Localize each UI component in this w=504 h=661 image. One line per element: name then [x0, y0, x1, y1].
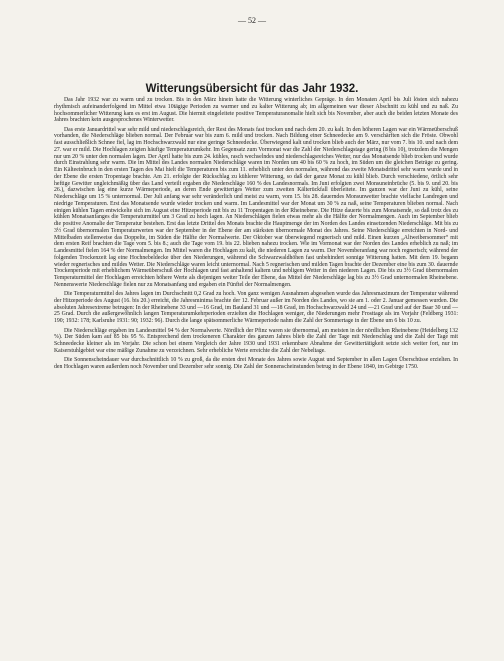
paragraph-intro: Das Jahr 1932 war zu warm und zu trocken. Bis in den März hinein hatte die Witterung winterliches Gepräge. In den Monaten April bis Juli lösten sich nahezu rhythmisch aufeinanderfolgend im Mittel etwa 10tägige Perioden zu warmer und zu kalter Witterung ab; im allgemeinen war dieser Abschnitt zu kühl und zu naß. Zu hochsommerlicher Witterung kam es erst im August. Die hiermit eingeleitete positive Temperaturanomalie hielt sich bis November, aber auch die beiden letzten Monate des Jahres brachten kein ausgesprochenes Winterwetter.: [54, 97, 458, 124]
page-title: Witterungsübersicht für das Jahr 1932.: [145, 83, 359, 95]
paragraph-temperature: Die Temperaturmittel des Jahres lagen im Durchschnitt 0,2 Grad zu hoch. Von ganz wenigen Ausnahmen abgesehen wurde das Jahresmaximum der Temperatur während der Hitzeperiode des August (16. bis 20.) erreicht, die Jahresminima brachte der 12. Februar außer im Norden des Landes, wo sie am 1. oder 2. Januar gemessen wurden. Die absoluten Jahresextreme betrugen: In der Rheinebene 33 und —16 Grad, im Bauland 31 und —18 Grad, im Hochschwarzwald 24 und —21 Grad und auf der Baar 30 und —25 Grad. Durch die außergewöhnlich langen Temperaturumkehrperioden erzielten die Hochlagen weniger, die Niederungen mehr Frosttage als im Vorjahr (Feldberg 1931: 190; 1932: 178; Karlsruhe 1931: 90; 1932: 96). Durch die lange spätsommerliche Wärmeperiode nahm die Zahl der Sommertage in der Ebene um 6 bis 10 zu.: [54, 291, 458, 325]
paragraph-sunshine: Die Sonnenscheindauer war durchschnittlich 10 % zu groß, da die ersten drei Monate des Jahres sowie August und September in allen Lagen Überschüsse erzielten. In den Hochlagen waren außerdem noch November und Dezember sehr sonnig. Die Zahl der Sonnenscheinstunden betrug in der Ebene 1840, im Gebirge 1750.: [54, 357, 458, 370]
page-number: — 52 —: [238, 16, 266, 25]
text-body: [54, 97, 458, 373]
paragraph-precipitation: Die Niederschläge ergaben im Landesmittel 94 % der Normalwerte. Nördlich der Pfinz waren sie übernormal, am meisten in der nördlichen Rheinebene (Heidelberg 132 %). Der Süden kam auf 85 bis 95 %. Entsprechend dem trockeneren Charakter des ganzen Jahres blieb die Zahl der Tage mit Niederschlag und die Zahl der Tage mit Schneedecke kleiner als im Vorjahr. Die schon bei einem Vergleich der Jahre 1930 und 1931 erkennbare Abnahme der Gewittertätigkeit setzte sich weiter fort, nur im Kaiserstuhlgebiet war eine mäßige Zunahme zu verzeichnen. Sehr erhebliche Werte erreichte die Zahl der Nebeltage.: [54, 327, 458, 354]
paragraph-months: Das erste Januardrittel war sehr mild und niederschlagsreich, der Rest des Monats fast trocken und nach dem 20. zu kalt. In den höheren Lagen war ein Wärmeüberschuß vorhanden, die Niederschläge blieben normal. Der Februar war bis zum 6. mild und trocken. Nach Bildung einer Schneedecke am 9. verschärften sich die Fröste. Obwohl fast ausschließlich Schnee fiel, lag im Hochschwarzwald nur eine geringe Schneedecke. Überwiegend kalt und trocken blieb auch der März, nur vom 7. bis 10. und nach dem 27. war er mild. Die Hochlagen zeigten häufige Temperaturumkehr. Im Gegensatz zum Vormonat war die Zahl der Niederschlagstage gering (8 bis 10), trotzdem die Mengen nur um 20 % unter den normalen lagen. Der April hatte bis zum 24. kühles, rasch wechselndes und niederschlagsreiches Wetter, nur das Monatsende blieb trocken und wurde durch Einstrahlung sehr warm. Die im Mittel des Landes normalen Niederschläge waren im Norden um 40 bis 60 % zu hoch, im Süden um die gleichen Beträge zu gering. Ein Kälteeinbruch in den ersten Tagen des Mai hielt die Temperaturen bis zum 11. erheblich unter den normalen, während das zweite Monatsdrittel sehr warm wurde und in der Ebene die ersten Tropentage brachte. Am 21. erfolgte der Rückschlag zu kühlerer Witterung, so daß der ganze Monat zu kühl blieb. Durch verschiedene, örtlich sehr heftige Gewitter ungleichmäßig über das Land verteilt ergaben die Niederschläge 160 % des Landesnormals. Im Juni erfolgten zwei Monsuneinbrüche (5. bis 9. und 20. bis 26.), dazwischen lag eine kurze Wärmeperiode, an deren Ende gewitteriges Wetter zum zweiten Kälterückfall überleitete. Im ganzen war der Juni zu kühl, seine Niederschläge um 15 % unternormal. Der Juli anfang war sehr veränderlich und meist zu warm, vom 15. bis 28. dauerndes Monsunwetter brachte vielfache Landregen und niedrige Temperaturen. Erst das Monatsende wurde wieder trocken und warm. Im Landesmittel war der Monat um 30 % zu naß, seine Temperaturen blieben normal. Nach einigen kühlen Tagen entwickelte sich im August eine Hitzeperiode mit bis zu 11 Tropentagen in der Rheinebene. Die Hitze dauerte bis zum Monatsende, so daß trotz des zu kühlen Monatsanfanges die Temperaturmittel um 3 Grad zu hoch lagen. An Niederschlägen fielen etwas mehr als die Hälfte der Normalmengen. Auch im September blieb die positive Anomalie der Temperatur bestehen. Erst das letzte Drittel des Monats brachte die Hauptmenge der im Norden des Landes einsetzenden Niederschläge. Mit bis zu 3½ Grad übernormalen Temperaturwerten war der September in der Ebene der am stärksten übernormale Monat des Jahres. Seine Niederschläge erreichten in Nord- und Mittelbaden stellenweise das Doppelte, im Süden die Hälfte der Normalwerte. Der Oktober war überwiegend regnerisch und mild. Einen kurzen „Altweibersommer“ mit dem ersten Reif brachten die Tage vom 5. bis 8.; auch die Tage vom 19. bis 22. blieben nahezu trocken. Wie im Vormonat war der Norden des Landes erheblich zu naß; im Landesmittel fielen 164 % der Normalmengen. Im Mittel waren die Hochlagen zu kalt, die niederen Lagen zu warm. Der Novemberanfang war noch regnerisch; während der folgenden Trockenzeit lag eine Hochnebeldecke über den Niederungen, während die Schwarzwaldhöhen fast unbehindert sonnige Witterung hatten. Mit dem 19. begann wieder regnerisches und mildes Wetter. Die Niederschläge waren leicht unternormal. Nach 5 regnerischen und milden Tagen brachte der Dezember eine bis zum 30. dauernde Trockenperiode mit erheblichem Wärmeüberschuß der Hochlagen und fast anhaltend kaltem und nebligem Wetter in den niederen Lagen. Die bis zu 3½ Grad übernormalen Temperaturmittel der Hochlagen erreichten höhere Werte als diejenigen weiter Teile der Ebene, das Mittel der Niederschläge lag bis zu 3½ Grad unternormalen Rheinebene. Nennenswerte Niederschläge fielen nur zu Monatsanfang und ergaben ein Fünftel der Normalmengen.: [54, 126, 458, 288]
